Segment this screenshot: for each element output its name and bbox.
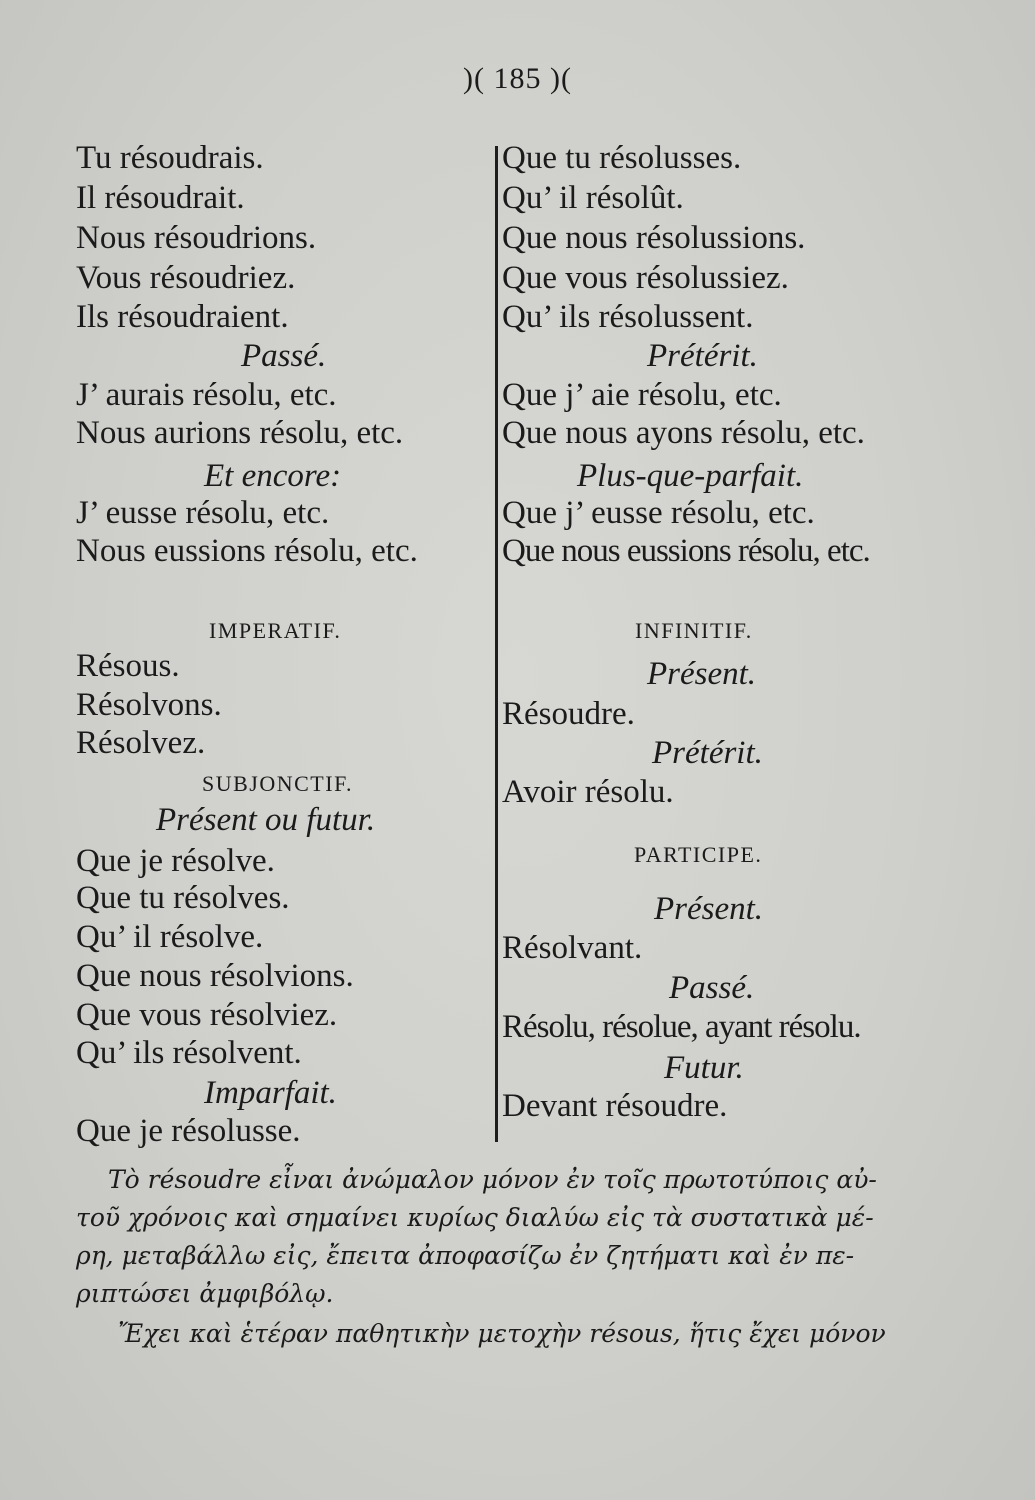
conjugation-line: Que tu résolves. xyxy=(76,880,290,916)
conjugation-line: Que j’ aie résolu, etc. xyxy=(502,377,782,413)
tense-heading-imparfait: Imparfait. xyxy=(204,1075,337,1111)
conjugation-line: Nous aurions résolu, etc. xyxy=(76,415,404,451)
tense-heading-present-futur: Présent ou futur. xyxy=(156,802,376,838)
conjugation-line: Que je résolve. xyxy=(76,843,275,879)
conjugation-line: Qu’ il résolve. xyxy=(76,919,264,955)
conjugation-line: Que vous résolviez. xyxy=(76,997,338,1033)
conjugation-line: Que nous résolussions. xyxy=(502,220,806,256)
column-divider xyxy=(495,146,498,1142)
conjugation-line: Résolu, résolue, ayant résolu. xyxy=(502,1009,861,1045)
conjugation-line: Que nous ayons résolu, etc. xyxy=(502,415,865,451)
section-heading-participe: PARTICIPE. xyxy=(634,842,763,867)
conjugation-line: Nous résoudrions. xyxy=(76,220,317,256)
tense-heading-et-encore: Et encore: xyxy=(204,458,342,494)
conjugation-line: Résolvez. xyxy=(76,725,206,761)
conjugation-line: Vous résoudriez. xyxy=(76,260,296,296)
conjugation-line: Que j’ eusse résolu, etc. xyxy=(502,495,815,531)
section-heading-infinitif: INFINITIF. xyxy=(635,618,753,643)
conjugation-line: Ils résoudraient. xyxy=(76,299,289,335)
tense-heading-present: Présent. xyxy=(647,656,757,692)
tense-heading-preterit: Prétérit. xyxy=(652,735,763,771)
section-heading-imperatif: IMPERATIF. xyxy=(209,618,342,643)
note-line: Ἔχει καὶ ἑτέραν παθητικὴν μετοχὴν résous, ἥτις ἔχει μόνον xyxy=(118,1319,886,1348)
tense-heading-futur: Futur. xyxy=(664,1050,744,1086)
section-heading-subjonctif: SUBJONCTIF. xyxy=(202,771,354,796)
conjugation-line: Que vous résolussiez. xyxy=(502,260,789,296)
conjugation-line: J’ eusse résolu, etc. xyxy=(76,495,330,531)
conjugation-line: Il résoudrait. xyxy=(76,180,245,216)
conjugation-line: Devant résoudre. xyxy=(502,1088,728,1124)
note-line: Τὸ résoudre εἶναι ἀνώμαλον μόνον ἐν τοῖς πρωτοτύποις αὐ- xyxy=(108,1165,877,1194)
conjugation-line: Que je résolusse. xyxy=(76,1113,301,1149)
conjugation-line: Qu’ il résolût. xyxy=(502,180,684,216)
tense-heading-preterit: Prétérit. xyxy=(647,338,758,374)
conjugation-line: Que nous résolvions. xyxy=(76,958,354,994)
note-line: τοῦ χρόνοις καὶ σημαίνει κυρίως διαλύω εἰς τὰ συστατικὰ μέ- xyxy=(76,1203,874,1232)
conjugation-line: Que nous eussions résolu, etc. xyxy=(502,533,870,569)
tense-heading-plus-que-parfait: Plus-que-parfait. xyxy=(577,458,804,494)
note-line: ρη, μεταβάλλω εἰς, ἔπειτα ἀποφασίζω ἐν ζητήματι καὶ ἐν πε- xyxy=(76,1241,855,1270)
conjugation-line: Nous eussions résolu, etc. xyxy=(76,533,418,569)
conjugation-line: Avoir résolu. xyxy=(502,774,674,810)
page-number: )( 185 )( xyxy=(463,62,572,95)
tense-heading-present: Présent. xyxy=(654,891,764,927)
tense-heading-passe: Passé. xyxy=(241,338,327,374)
note-line: ριπτώσει ἀμφιβόλῳ. xyxy=(76,1279,334,1308)
conjugation-line: Que tu résolusses. xyxy=(502,140,742,176)
conjugation-line: Qu’ ils résolvent. xyxy=(76,1035,302,1071)
tense-heading-passe: Passé. xyxy=(669,970,755,1006)
conjugation-line: Qu’ ils résolussent. xyxy=(502,299,754,335)
conjugation-line: Résous. xyxy=(76,648,180,684)
conjugation-line: Résolvant. xyxy=(502,930,643,966)
conjugation-line: Résolvons. xyxy=(76,687,222,723)
conjugation-line: J’ aurais résolu, etc. xyxy=(76,377,337,413)
conjugation-line: Tu résoudrais. xyxy=(76,140,264,176)
conjugation-line: Résoudre. xyxy=(502,696,635,732)
